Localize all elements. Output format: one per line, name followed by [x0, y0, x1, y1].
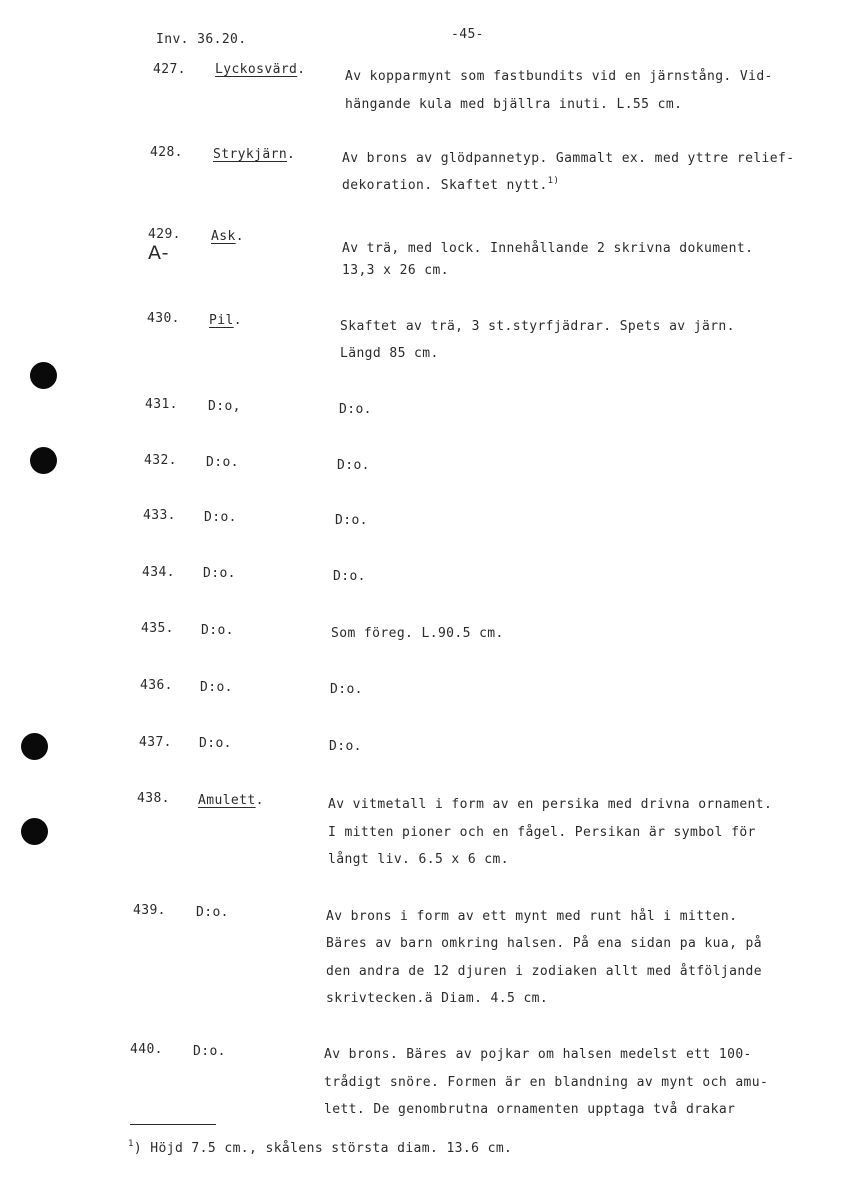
entry-name: D:o.	[203, 566, 236, 581]
entry-desc-line: Av brons. Bäres av pojkar om halsen medelst ett 100-	[324, 1047, 752, 1062]
entry-number: 436.	[140, 678, 173, 693]
footnote-text: Höjd 7.5 cm., skålens största diam. 13.6 cm.	[150, 1141, 513, 1156]
footnote-ref: 1)	[547, 176, 560, 186]
entry-desc-line: den andra de 12 djuren i zodiaken allt med åtföljande	[326, 964, 763, 979]
page-number: -45-	[451, 27, 484, 42]
entry-number: 428.	[150, 145, 183, 160]
entry-desc-line: Av kopparmynt som fastbundits vid en järnstång. Vid-	[345, 69, 773, 84]
entry-name: D:o.	[206, 455, 239, 470]
entry-number: 434.	[142, 565, 175, 580]
entry-name: D:o.	[199, 736, 232, 751]
entry-name: D:o.	[200, 680, 233, 695]
entry-desc-line: Som föreg. L.90.5 cm.	[331, 626, 504, 641]
entry-desc-line: Av trä, med lock. Innehållande 2 skrivna dokument.	[342, 241, 754, 256]
entry-name: D:o.	[201, 623, 234, 638]
binder-hole	[21, 818, 48, 845]
entry-desc-line: 13,3 x 26 cm.	[342, 263, 449, 278]
footnote-number: 1	[128, 1139, 134, 1149]
footnote: $^1$) Höjd 7.5 cm., skålens största diam. 13.6 cm.	[128, 1139, 513, 1156]
entry-desc-line: Längd 85 cm.	[340, 346, 439, 361]
entry-name: D:o,	[208, 399, 241, 414]
entry-desc-line: skrivtecken.ä Diam. 4.5 cm.	[326, 991, 549, 1006]
entry-desc-line: Av brons i form av ett mynt med runt hål i mitten.	[326, 909, 738, 924]
entry-desc-line: D:o.	[335, 513, 368, 528]
entry-name: D:o.	[204, 510, 237, 525]
handwritten-mark: A-	[148, 242, 170, 264]
entry-name: Amulett.	[198, 793, 264, 808]
binder-hole	[21, 733, 48, 760]
entry-number: 429.	[148, 227, 181, 242]
entry-desc-line: D:o.	[329, 739, 362, 754]
entry-number: 430.	[147, 311, 180, 326]
binder-hole	[30, 447, 57, 474]
footnote-divider	[130, 1124, 216, 1125]
entry-desc-line: trådigt snöre. Formen är en blandning av mynt och amu-	[324, 1075, 769, 1090]
entry-number: 432.	[144, 453, 177, 468]
entry-number: 435.	[141, 621, 174, 636]
entry-name: D:o.	[196, 905, 229, 920]
entry-desc-line: Bäres av barn omkring halsen. På ena sidan pa kua, på	[326, 936, 763, 951]
entry-number: 440.	[130, 1042, 163, 1057]
binder-hole	[30, 362, 57, 389]
entry-desc-line: Av brons av glödpannetyp. Gammalt ex. med yttre relief-	[342, 151, 795, 166]
entry-name: Lyckosvärd.	[215, 62, 306, 77]
entry-number: 437.	[139, 735, 172, 750]
entry-number: 427.	[153, 62, 186, 77]
inventory-header: Inv. 36.20.	[156, 32, 247, 47]
entry-number: 431.	[145, 397, 178, 412]
entry-desc-line: dekoration. Skaftet nytt.$^{1)}$	[342, 176, 560, 193]
entry-number: 438.	[137, 791, 170, 806]
entry-number: 433.	[143, 508, 176, 523]
entry-desc-line: D:o.	[330, 682, 363, 697]
entry-desc-line: I mitten pioner och en fågel. Persikan är symbol för	[328, 825, 756, 840]
entry-desc-line: D:o.	[333, 569, 366, 584]
entry-desc-line: Skaftet av trä, 3 st.styrfjädrar. Spets av järn.	[340, 319, 735, 334]
entry-desc-line: långt liv. 6.5 x 6 cm.	[328, 852, 509, 867]
entry-name: Ask.	[211, 229, 244, 244]
entry-number: 439.	[133, 903, 166, 918]
entry-name: Pil.	[209, 313, 242, 328]
entry-desc-line: hängande kula med bjällra inuti. L.55 cm.	[345, 97, 683, 112]
entry-name: Strykjärn.	[213, 147, 296, 162]
entry-desc-line: Av vitmetall i form av en persika med drivna ornament.	[328, 797, 773, 812]
entry-desc-line: lett. De genombrutna ornamenten upptaga två drakar	[324, 1102, 736, 1117]
entry-desc-line: D:o.	[339, 402, 372, 417]
entry-name: D:o.	[193, 1044, 226, 1059]
entry-desc-line: D:o.	[337, 458, 370, 473]
